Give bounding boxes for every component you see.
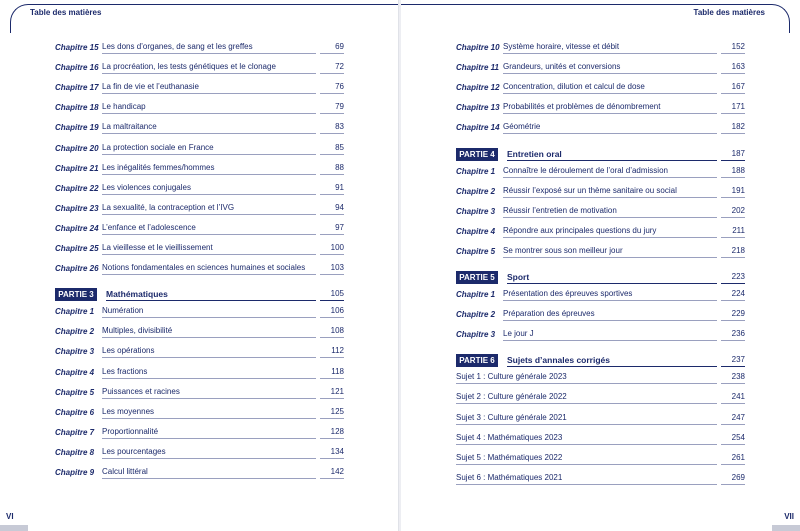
- entry-title: Sujet 6 : Mathématiques 2021: [456, 472, 717, 485]
- page-number: 106: [320, 305, 344, 318]
- part-badge: PARTIE 4: [456, 148, 498, 161]
- page-number: 188: [721, 165, 745, 178]
- toc-entry-row: [456, 42, 745, 54]
- entry-title: Numération: [102, 305, 316, 318]
- header-title-right: Table des matières: [693, 8, 765, 17]
- page-number: 236: [721, 328, 745, 341]
- page-number: 91: [320, 182, 344, 195]
- entry-title: Se montrer sous son meilleur jour: [503, 245, 717, 258]
- entry-title: Sujets d’annales corrigés: [507, 354, 717, 367]
- chapter-label: Chapitre 11: [456, 63, 499, 73]
- toc-entry-row: [55, 467, 344, 479]
- toc-entry-row: [55, 263, 344, 275]
- entry-title: Réussir l’exposé sur un thème sanitaire ou social: [503, 185, 717, 198]
- chapter-label: Chapitre 18: [55, 103, 99, 113]
- page-number: 69: [320, 41, 344, 54]
- toc-part-row: [456, 149, 745, 161]
- page-number: 229: [721, 308, 745, 321]
- page-number: 72: [320, 61, 344, 74]
- toc-entry-row: [456, 289, 745, 301]
- toc-entry-row: [456, 82, 745, 94]
- toc-entry-row: [55, 62, 344, 74]
- toc-entry-row: [55, 183, 344, 195]
- entry-title: L’enfance et l’adolescence: [102, 222, 316, 235]
- chapter-label: Chapitre 4: [55, 367, 95, 377]
- chapter-label: Chapitre 13: [456, 103, 500, 113]
- entry-title: La maltraitance: [102, 121, 316, 134]
- page-number: 85: [320, 142, 344, 155]
- entry-title: Puissances et racines: [102, 386, 316, 399]
- entry-title: Sujet 1 : Culture générale 2023: [456, 371, 717, 384]
- toc-entry-row: [456, 453, 745, 465]
- page-number: 94: [320, 202, 344, 215]
- toc-entry-row: [55, 143, 344, 155]
- page-number: 121: [320, 386, 344, 399]
- entry-title: Multiples, divisibilité: [102, 325, 316, 338]
- chapter-label: Chapitre 15: [55, 43, 99, 52]
- chapter-label: Chapitre 19: [55, 123, 99, 133]
- page-number-left: VI: [6, 512, 14, 521]
- page-number: 237: [721, 354, 745, 367]
- entry-title: Concentration, dilution et calcul de dose: [503, 81, 717, 94]
- page-number: 134: [320, 446, 344, 459]
- toc-entry-row: [456, 166, 745, 178]
- page-number: 83: [320, 121, 344, 134]
- chapter-label: Chapitre 2: [456, 186, 496, 196]
- chapter-label: Chapitre 2: [456, 310, 496, 320]
- page-number: 167: [721, 81, 745, 94]
- entry-title: Préparation des épreuves: [503, 308, 717, 321]
- chapter-label: Chapitre 21: [55, 163, 99, 173]
- entry-title: Proportionnalité: [102, 426, 316, 439]
- entry-title: Connaître le déroulement de l’oral d’admission: [503, 165, 717, 178]
- entry-title: Grandeurs, unités et conversions: [503, 61, 717, 74]
- toc-entry-row: [456, 226, 745, 238]
- page-number: 112: [320, 345, 344, 358]
- toc-part-row: [55, 289, 344, 301]
- chapter-label: Chapitre 1: [456, 166, 496, 176]
- page-number: 223: [721, 271, 745, 284]
- chapter-label: Chapitre 3: [55, 347, 95, 357]
- chapter-label: Chapitre 5: [55, 387, 95, 397]
- entry-title: Entretien oral: [507, 148, 717, 161]
- page-number: 163: [721, 61, 745, 74]
- toc-entry-row: [55, 346, 344, 358]
- page-number: 269: [721, 472, 745, 485]
- chapter-label: Chapitre 1: [55, 307, 95, 317]
- page-number: 202: [721, 205, 745, 218]
- page-number: 76: [320, 81, 344, 94]
- chapter-label: Chapitre 4: [456, 226, 496, 236]
- part-badge: PARTIE 3: [55, 288, 97, 301]
- chapter-label: Chapitre 25: [55, 244, 99, 253]
- toc-entry-row: [456, 246, 745, 258]
- page-number: 187: [721, 148, 745, 161]
- entry-title: Mathématiques: [106, 288, 316, 301]
- entry-title: Calcul littéral: [102, 466, 316, 479]
- toc-entry-row: [55, 42, 344, 54]
- toc-part-row: [456, 272, 745, 284]
- chapter-label: Chapitre 26: [55, 264, 99, 274]
- page-number: 79: [320, 101, 344, 114]
- toc-entry-row: [55, 326, 344, 338]
- part-badge: PARTIE 6: [456, 354, 498, 367]
- page-number: 182: [721, 121, 745, 134]
- toc-part-row: [456, 355, 745, 367]
- page-number: 152: [721, 41, 745, 54]
- page-number: 105: [320, 288, 344, 301]
- chapter-label: Chapitre 12: [456, 83, 500, 93]
- chapter-label: Chapitre 20: [55, 143, 99, 153]
- page-number: 142: [320, 466, 344, 479]
- toc-entry-row: [55, 427, 344, 439]
- entry-title: Les pourcentages: [102, 446, 316, 459]
- entry-title: Présentation des épreuves sportives: [503, 288, 717, 301]
- entry-title: La vieillesse et le vieillissement: [102, 242, 316, 255]
- entry-title: Sujet 5 : Mathématiques 2022: [456, 452, 717, 465]
- page-number: 224: [721, 288, 745, 301]
- toc-entry-row: [456, 372, 745, 384]
- chapter-label: Chapitre 5: [456, 246, 496, 256]
- entry-title: Le jour J: [503, 328, 717, 341]
- chapter-label: Chapitre 8: [55, 447, 95, 457]
- page-number: 125: [320, 406, 344, 419]
- toc-entry-row: [55, 407, 344, 419]
- page-number: 238: [721, 371, 745, 384]
- page-number: 108: [320, 325, 344, 338]
- toc-entry-row: [456, 433, 745, 445]
- entry-title: La fin de vie et l’euthanasie: [102, 81, 316, 94]
- page-number-right: VII: [784, 512, 794, 521]
- toc-entry-row: [55, 102, 344, 114]
- entry-title: Les fractions: [102, 366, 316, 379]
- toc-entry-row: [55, 163, 344, 175]
- chapter-label: Chapitre 17: [55, 83, 99, 93]
- toc-entry-row: [456, 473, 745, 485]
- toc-entry-row: [456, 309, 745, 321]
- entry-title: Les violences conjugales: [102, 182, 316, 195]
- entry-title: Réussir l’entretien de motivation: [503, 205, 717, 218]
- chapter-label: Chapitre 3: [456, 206, 496, 216]
- entry-title: Sujet 3 : Culture générale 2021: [456, 412, 717, 425]
- part-badge: PARTIE 5: [456, 271, 498, 284]
- toc-entry-row: [55, 243, 344, 255]
- chapter-label: Chapitre 1: [456, 290, 496, 299]
- entry-title: Système horaire, vitesse et débit: [503, 41, 717, 54]
- entry-title: Sujet 2 : Culture générale 2022: [456, 391, 717, 404]
- page-number: 128: [320, 426, 344, 439]
- chapter-label: Chapitre 23: [55, 203, 99, 213]
- page-number: 247: [721, 412, 745, 425]
- page-number: 171: [721, 101, 745, 114]
- entry-title: Les opérations: [102, 345, 316, 358]
- page-number: 261: [721, 452, 745, 465]
- entry-title: Géométrie: [503, 121, 717, 134]
- chapter-label: Chapitre 10: [456, 43, 500, 52]
- entry-title: Sujet 4 : Mathématiques 2023: [456, 432, 717, 445]
- chapter-label: Chapitre 3: [456, 330, 496, 340]
- toc-entry-row: [456, 206, 745, 218]
- chapter-label: Chapitre 2: [55, 327, 95, 337]
- entry-title: Sport: [507, 271, 717, 284]
- toc-entry-row: [456, 122, 745, 134]
- toc-entry-row: [55, 122, 344, 134]
- toc-entry-row: [55, 306, 344, 318]
- toc-entry-row: [456, 329, 745, 341]
- page-number: 211: [721, 225, 745, 238]
- toc-entry-row: [456, 392, 745, 404]
- toc-entry-row: [456, 62, 745, 74]
- page-number: 241: [721, 391, 745, 404]
- chapter-label: Chapitre 14: [456, 123, 500, 133]
- entry-title: Notions fondamentales en sciences humaines et sociales: [102, 262, 316, 275]
- page-number: 254: [721, 432, 745, 445]
- entry-title: Les dons d’organes, de sang et les greffes: [102, 41, 316, 54]
- toc-entry-row: [55, 367, 344, 379]
- chapter-label: Chapitre 9: [55, 468, 95, 477]
- entry-title: La protection sociale en France: [102, 142, 316, 155]
- page-number: 103: [320, 262, 344, 275]
- entry-title: Les moyennes: [102, 406, 316, 419]
- chapter-label: Chapitre 6: [55, 407, 95, 417]
- page-number: 97: [320, 222, 344, 235]
- entry-title: Le handicap: [102, 101, 316, 114]
- toc-entry-row: [456, 186, 745, 198]
- toc-entry-row: [55, 387, 344, 399]
- toc-entry-row: [456, 102, 745, 114]
- chapter-label: Chapitre 24: [55, 223, 99, 233]
- entry-title: Répondre aux principales questions du jury: [503, 225, 717, 238]
- chapter-label: Chapitre 16: [55, 63, 99, 73]
- chapter-label: Chapitre 7: [55, 427, 95, 437]
- entry-title: La sexualité, la contraception et l’IVG: [102, 202, 316, 215]
- page-number: 191: [721, 185, 745, 198]
- page-number: 88: [320, 162, 344, 175]
- toc-entry-row: [55, 203, 344, 215]
- toc-entry-row: [55, 447, 344, 459]
- page-number: 100: [320, 242, 344, 255]
- toc-entry-row: [55, 82, 344, 94]
- entry-title: Probabilités et problèmes de dénombrement: [503, 101, 717, 114]
- page-number: 118: [320, 366, 344, 379]
- entry-title: La procréation, les tests génétiques et le clonage: [102, 61, 316, 74]
- chapter-label: Chapitre 22: [55, 183, 99, 193]
- header-title-left: Table des matières: [30, 8, 102, 17]
- toc-entry-row: [55, 223, 344, 235]
- entry-title: Les inégalités femmes/hommes: [102, 162, 316, 175]
- toc-entry-row: [456, 413, 745, 425]
- page-number: 218: [721, 245, 745, 258]
